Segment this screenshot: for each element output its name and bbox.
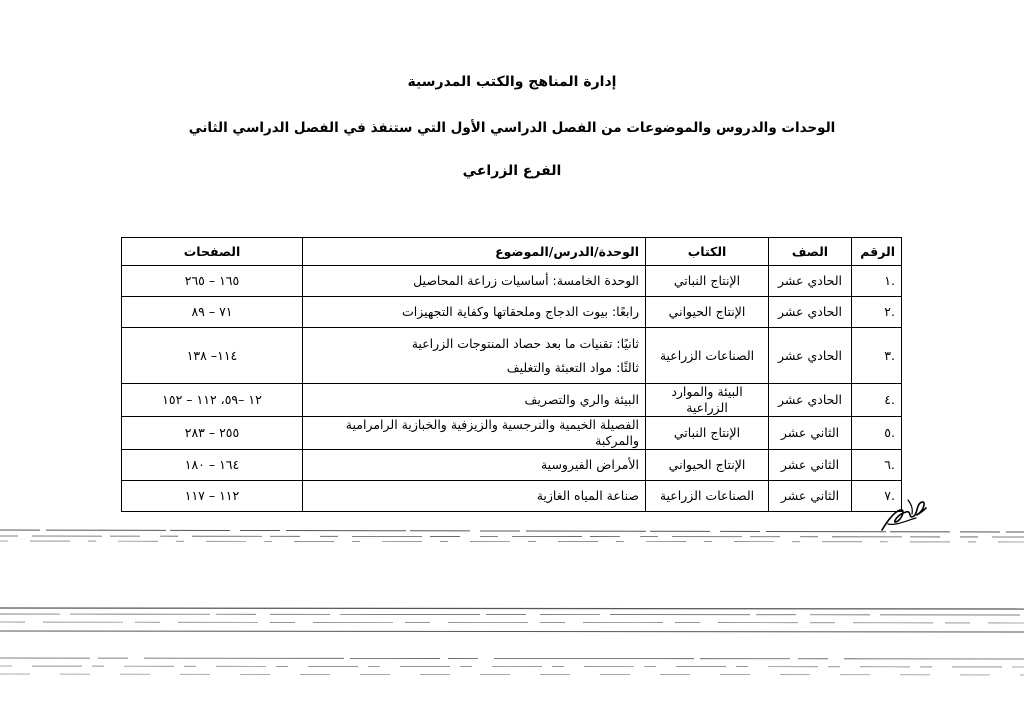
row-pages: ٢٥٥ – ٢٨٣	[122, 417, 303, 450]
row-pages: ٧١ – ٨٩	[122, 297, 303, 328]
table-row	[122, 266, 902, 297]
row-number: .٦	[852, 450, 902, 481]
row-pages: ١٦٥ – ٢٦٥	[122, 266, 303, 297]
row-unit-line-2: ثالثًا: مواد التعبئة والتغليف	[506, 359, 639, 375]
column-header-number: الرقم	[852, 238, 902, 266]
table-row	[122, 384, 902, 417]
row-unit: صناعة المياه الغازية	[303, 481, 646, 512]
document-branch-title: الفرع الزراعي	[462, 163, 562, 179]
table-row	[122, 450, 902, 481]
row-unit: الوحدة الخامسة: أساسيات زراعة المحاصيل	[303, 266, 646, 297]
row-book: الإنتاج الحيواني	[646, 297, 769, 328]
row-grade: الحادي عشر	[769, 328, 852, 384]
row-number: .٤	[852, 384, 902, 417]
row-book: الإنتاج النباتي	[646, 417, 769, 450]
row-number: .٢	[852, 297, 902, 328]
row-unit: الفصيلة الخيمية والنرجسية والزيزفية والخبازية الرامرامية والمركبة	[303, 417, 646, 450]
column-header-pages: الصفحات	[122, 238, 303, 266]
row-unit: الأمراض الفيروسية	[303, 450, 646, 481]
row-book: الصناعات الزراعية	[646, 328, 769, 384]
row-grade: الحادي عشر	[769, 384, 852, 417]
row-book: الصناعات الزراعية	[646, 481, 769, 512]
column-header-unit: الوحدة/الدرس/الموضوع	[303, 238, 646, 266]
table-row	[122, 481, 902, 512]
row-pages: ١١٢ – ١١٧	[122, 481, 303, 512]
document-subject-title: الوحدات والدروس والموضوعات من الفصل الدراسي الأول التي ستنفذ في الفصل الدراسي الثاني	[188, 120, 836, 136]
row-grade: الثاني عشر	[769, 450, 852, 481]
row-unit: رابعًا: بيوت الدجاج وملحقاتها وكفاية التجهيزات	[303, 297, 646, 328]
row-grade: الحادي عشر	[769, 297, 852, 328]
document-organization-title: إدارة المناهج والكتب المدرسية	[407, 74, 617, 90]
table-row	[122, 297, 902, 328]
row-grade: الحادي عشر	[769, 266, 852, 297]
row-pages: ١٦٤ – ١٨٠	[122, 450, 303, 481]
row-grade: الثاني عشر	[769, 417, 852, 450]
curriculum-table	[121, 237, 902, 512]
row-unit: البيئة والري والتصريف	[303, 384, 646, 417]
row-pages: ١٢ –٥٩، ١١٢ – ١٥٢	[122, 384, 303, 417]
row-unit-line-1: ثانيًا: تقنيات ما بعد حصاد المنتوجات الزراعية	[411, 335, 639, 351]
column-header-grade: الصف	[769, 238, 852, 266]
row-number: .٥	[852, 417, 902, 450]
column-header-book: الكتاب	[646, 238, 769, 266]
row-number: .٧	[852, 481, 902, 512]
row-unit	[303, 328, 646, 384]
row-book: الإنتاج النباتي	[646, 266, 769, 297]
row-number: .٣	[852, 328, 902, 384]
table-row	[122, 417, 902, 450]
row-book: الإنتاج الحيواني	[646, 450, 769, 481]
table-row	[122, 328, 902, 384]
row-book: البيئة والموارد الزراعية	[646, 384, 769, 417]
signature-icon	[878, 490, 930, 536]
table-header-row	[122, 238, 902, 266]
row-pages: ١١٤– ١٣٨	[122, 328, 303, 384]
row-grade: الثاني عشر	[769, 481, 852, 512]
row-number: .١	[852, 266, 902, 297]
